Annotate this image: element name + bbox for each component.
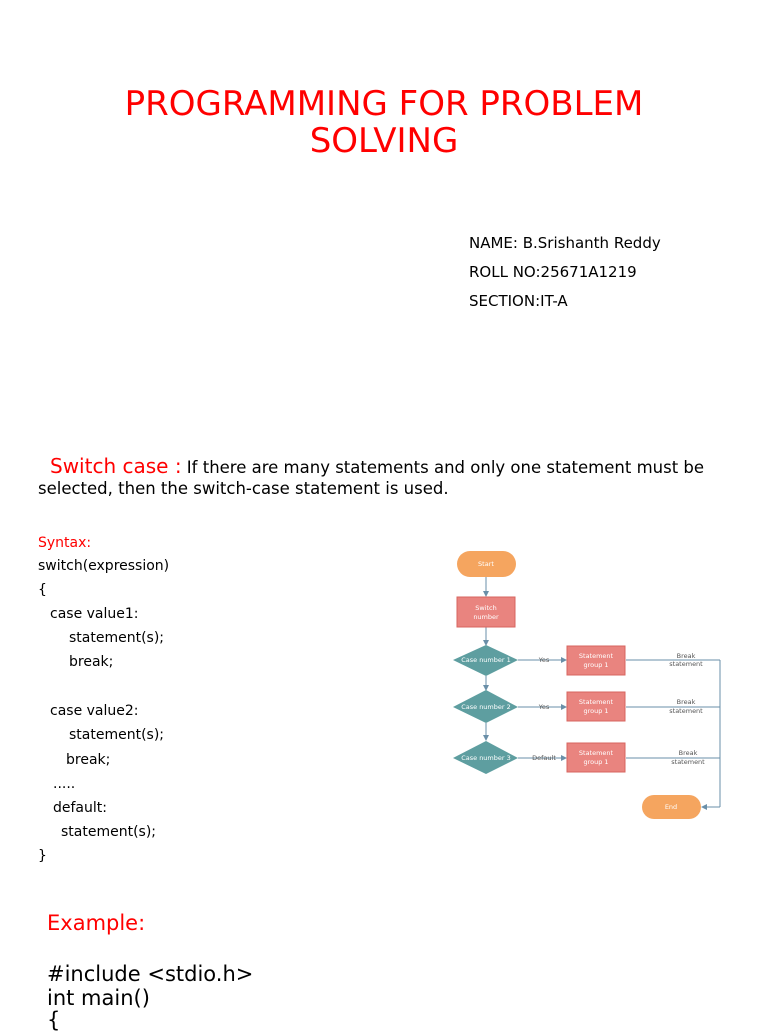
syntax-line: statement(s); (69, 630, 165, 646)
syntax-line: statement(s); (61, 824, 157, 840)
flowchart-decision-2-text: Case number 2 (461, 703, 511, 711)
flowchart-switch-text: number (473, 613, 499, 621)
switch-flowchart (440, 540, 730, 830)
switch-case-definition (38, 456, 718, 499)
flowchart-statement-text: group 1 (583, 661, 609, 669)
flowchart-yes-label: Yes (538, 703, 550, 711)
flowchart-yes-label: Yes (538, 656, 550, 664)
syntax-line: case value2: (50, 703, 139, 719)
switch-case-description: If there are many statements and only one statement must be selected, then the switch-case statement is used. (38, 458, 705, 498)
flowchart-decision-1-text: Case number 1 (461, 656, 511, 664)
flowchart-start-text: Start (478, 560, 494, 568)
flowchart-end-text: End (664, 803, 678, 811)
syntax-line: case value1: (50, 606, 139, 622)
student-name: NAME: B.Srishanth Reddy (469, 234, 661, 252)
flowchart-statement-text: group 1 (583, 758, 609, 766)
flowchart-break-label: statement (669, 660, 703, 668)
syntax-line: ..... (53, 776, 76, 792)
example-code-line: #include <stdio.h> (47, 962, 254, 986)
flowchart-break-label: Break (676, 698, 696, 706)
syntax-line: { (38, 582, 47, 598)
flowchart-statement-text: Statement (578, 698, 614, 706)
syntax-line: break; (69, 654, 114, 670)
example-code-line: int main() (47, 986, 150, 1010)
flowchart-statement-text: Statement (578, 749, 614, 757)
syntax-line: break; (66, 752, 111, 768)
syntax-line: switch(expression) (38, 558, 170, 574)
page-title (0, 86, 768, 160)
syntax-label: Syntax: (38, 535, 92, 551)
flowchart-break-label: statement (669, 707, 703, 715)
switch-case-term: Switch case : (50, 454, 182, 478)
flowchart-switch-node (457, 597, 515, 627)
flowchart-decision-3-text: Case number 3 (461, 754, 511, 762)
title-line-1: PROGRAMMING FOR PROBLEM (124, 84, 644, 124)
example-label: Example: (47, 911, 146, 935)
flowchart-statement-text: Statement (578, 652, 614, 660)
flowchart-switch-text: Switch (475, 604, 497, 612)
syntax-line: statement(s); (69, 727, 165, 743)
student-roll: ROLL NO:25671A1219 (469, 263, 637, 281)
syntax-line: } (38, 848, 47, 864)
example-code-line: { (47, 1008, 61, 1032)
title-line-2: SOLVING (309, 121, 459, 161)
flowchart-break-label: Break (676, 652, 696, 660)
flowchart-break-label: statement (671, 758, 705, 766)
syntax-line: default: (53, 800, 107, 816)
flowchart-break-label: Break (678, 749, 698, 757)
student-section: SECTION:IT-A (469, 292, 568, 310)
flowchart-statement-text: group 1 (583, 707, 609, 715)
flowchart-default-label: Default (532, 754, 556, 762)
